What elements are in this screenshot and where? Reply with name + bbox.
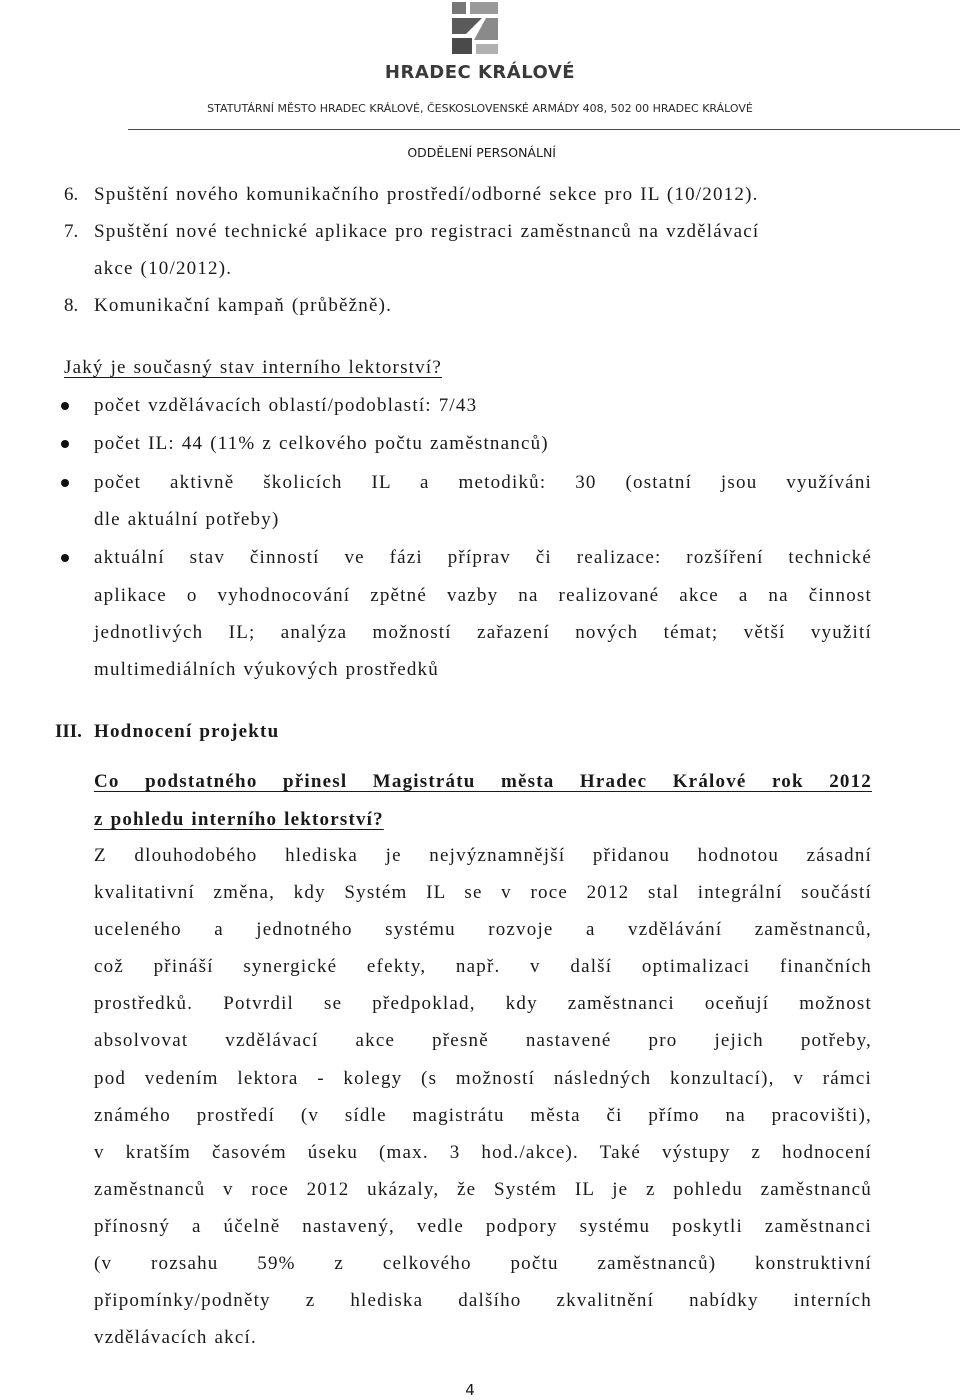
page-number: 4 [465,1381,475,1399]
org-address: STATUTÁRNÍ MĚSTO HRADEC KRÁLOVÉ, ČESKOSLOVENSKÉ ARMÁDY 408, 502 00 HRADEC KRÁLOVÉ [207,102,753,115]
org-name: HRADEC KRÁLOVÉ [384,62,576,83]
paragraph-line: kvalitativní změna, kdy Systém IL se v roce 2012 stal integrální součástí [94,882,872,903]
header-divider [128,129,960,130]
paragraph-line: známého prostředí (v sídle magistrátu města či přímo na pracovišti), [94,1105,872,1126]
bullet-text: počet IL: 44 (11% z celkového počtu zaměstnanců) [94,433,549,454]
hradec-kralove-logo-icon [446,0,504,58]
section-heading: Jaký je současný stav interního lektorství? [64,357,442,378]
list-item-text: Spuštění nové technické aplikace pro registraci zaměstnanců na vzdělávací [94,221,760,242]
paragraph-line: zaměstnanců v roce 2012 ukázaly, že Systém IL je z pohledu zaměstnanců [94,1179,872,1200]
section-title: Hodnocení projektu [94,721,280,742]
paragraph-line: přínosný a účelně nastavený, vedle podpory systému poskytli zaměstnanci [94,1216,872,1237]
bullet-text: počet aktivně školicích IL a metodiků: 30 (ostatní jsou využíváni [94,472,872,493]
section-number: III. [55,721,82,742]
bullet-icon [61,479,69,487]
list-number: 7. [64,221,79,242]
department-label: ODDĚLENÍ PERSONÁLNÍ [407,145,556,160]
section-question: Co podstatného přinesl Magistrátu města Hradec Králové rok 2012 [94,771,872,792]
paragraph-line: absolvovat vzdělávací akce přesně nastavené pro jejich potřeby, [94,1030,872,1051]
bullet-icon [61,554,69,562]
bullet-text: jednotlivých IL; analýza možností zařazení nových témat; větší využití [94,622,872,643]
paragraph-line: což přináší synergické efekty, např. v další optimalizaci finančních [94,956,872,977]
bullet-icon [61,440,69,448]
paragraph-line: v kratším časovém úseku (max. 3 hod./akce). Také výstupy z hodnocení [94,1142,872,1163]
paragraph-line: připomínky/podněty z hlediska dalšího zkvalitnění nabídky interních [94,1290,872,1311]
bullet-text: počet vzdělávacích oblastí/podoblastí: 7/43 [94,395,478,416]
list-number: 8. [64,295,79,316]
paragraph-line: prostředků. Potvrdil se předpoklad, kdy zaměstnanci oceňují možnost [94,993,872,1014]
paragraph-line: uceleného a jednotného systému rozvoje a vzdělávání zaměstnanců, [94,919,872,940]
bullet-text: aplikace o vyhodnocování zpětné vazby na realizované akce a na činnost [94,585,872,606]
list-number: 6. [64,184,79,205]
bullet-text: aktuální stav činností ve fázi příprav či realizace: rozšíření technické [94,547,872,568]
paragraph-line: vzdělávacích akcí. [94,1327,257,1348]
paragraph-line: pod vedením lektora - kolegy (s možností následných konzultací), v rámci [94,1068,872,1089]
bullet-text: multimediálních výukových prostředků [94,659,439,680]
list-item-text: Komunikační kampaň (průběžně). [94,295,393,316]
paragraph-line: (v rozsahu 59% z celkového počtu zaměstnanců) konstruktivní [94,1253,872,1274]
list-item-text: Spuštění nového komunikačního prostředí/odborné sekce pro IL (10/2012). [94,184,759,205]
section-question: z pohledu interního lektorství? [94,809,384,830]
paragraph-line: Z dlouhodobého hlediska je nejvýznamnější přidanou hodnotou zásadní [94,845,872,866]
bullet-text: dle aktuální potřeby) [94,509,280,530]
bullet-icon [61,402,69,410]
list-item-text: akce (10/2012). [94,258,233,279]
